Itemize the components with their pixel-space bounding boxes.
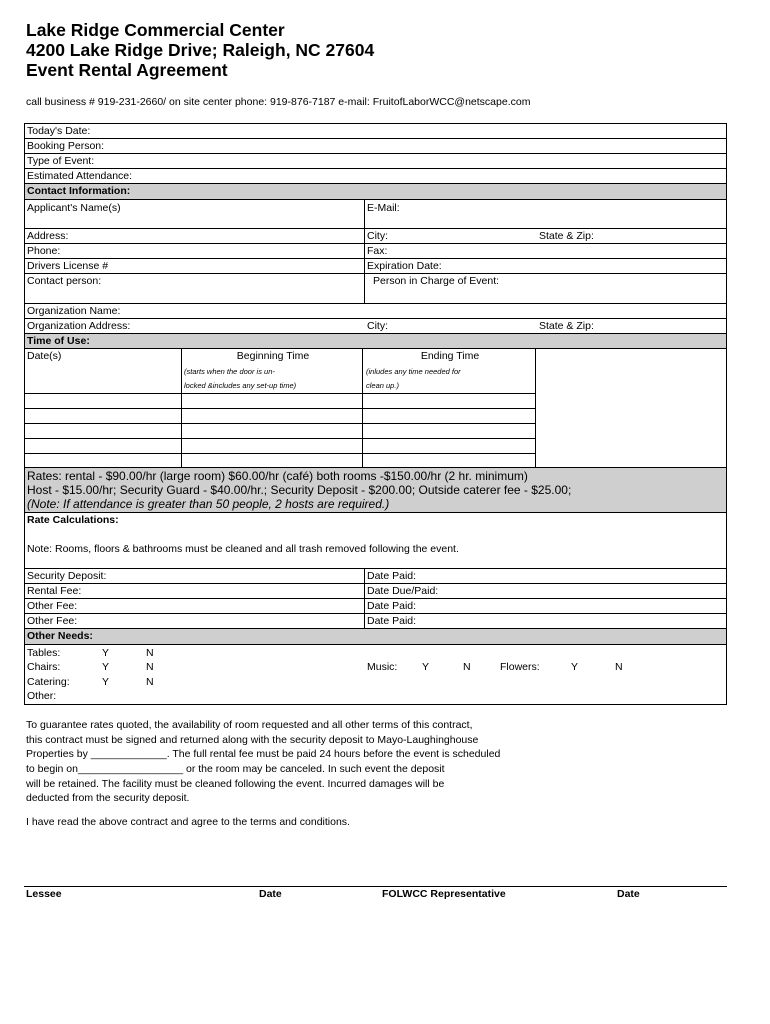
time-row-line-2 [25,408,535,409]
beginning-note-2: locked &includes any set-up time) [184,381,297,390]
beginning-note-1: (starts when the door is un- [184,367,275,376]
contact-person-label: Contact person: [27,275,102,287]
type-of-event-label: Type of Event: [27,155,95,167]
tables-no[interactable]: N [146,647,154,659]
rates-block [25,468,726,513]
rate-calculations-heading: Rate Calculations: [27,514,119,526]
chairs-label: Chairs: [27,661,61,673]
email-label: E-Mail: [367,202,400,214]
rates-note: (Note: If attendance is greater than 50 people, 2 hosts are required.) [27,497,390,511]
terms-line-5: will be retained. The facility must be cleaned following the event. Incurred damages will be [26,778,445,790]
type-of-event-field[interactable] [25,154,726,169]
rate-calculations [25,513,726,569]
representative-date-label: Date [617,888,640,900]
phone-label: Phone: [27,245,61,257]
applicants-name-label: Applicant's Name(s) [27,202,121,214]
terms-line-6: deducted from the security deposit. [26,792,190,804]
org-city-label: City: [367,320,388,332]
other-fee-1-row [25,599,726,614]
applicant-row [25,200,726,229]
rates-line-2: Host - $15.00/hr; Security Guard - $40.00/hr.; Security Deposit - $200.00; Outside caterer fee - $25.00; [27,483,572,497]
other-needs-header [25,629,726,645]
lessee-date-label: Date [259,888,282,900]
time-row-line-3 [25,423,535,424]
drivers-license-label: Drivers License # [27,260,109,272]
other-needs-block [25,645,726,705]
agreement-statement: I have read the above contract and agree to the terms and conditions. [26,816,350,828]
rental-fee-row [25,584,726,599]
representative-label: FOLWCC Representative [382,888,506,900]
date-paid-2-label: Date Paid: [367,600,417,612]
other-fee-1-label: Other Fee: [27,600,78,612]
rental-form [24,123,727,705]
title-line-3: Event Rental Agreement [26,60,228,80]
rental-fee-label: Rental Fee: [27,585,82,597]
contact-divider [364,200,365,304]
expiration-date-label: Expiration Date: [367,260,442,272]
terms-line-1: To guarantee rates quoted, the availability of room requested and all other terms of this contract, [26,719,473,731]
terms-line-4: to begin on__________________ or the room may be canceled. In such event the deposit [26,763,445,775]
time-row-line-1 [25,393,535,394]
music-yes[interactable]: Y [422,661,430,673]
security-deposit-label: Security Deposit: [27,570,107,582]
estimated-attendance-label: Estimated Attendance: [27,170,133,182]
organization-name-label: Organization Name: [27,305,121,317]
contact-info-header [25,184,726,200]
signature-line[interactable] [24,886,727,887]
time-of-use-table [25,349,726,468]
phone-row [25,244,726,259]
time-row-line-4 [25,438,535,439]
beginning-time-header: Beginning Time [236,350,310,362]
other-label: Other: [27,690,57,702]
catering-yes[interactable]: Y [102,676,110,688]
col-divider-3 [535,349,536,467]
contact-line: call business # 919-231-2660/ on site center phone: 919-876-7187 e-mail: FruitofLaborWCC@netscape.com [26,96,531,108]
date-paid-1-label: Date Paid: [367,570,417,582]
city-label: City: [367,230,388,242]
tables-yes[interactable]: Y [102,647,110,659]
person-in-charge-label: Person in Charge of Event: [373,275,500,287]
terms-line-3: Properties by _____________. The full rental fee must be paid 24 hours before the event is scheduled [26,748,501,760]
time-of-use-heading: Time of Use: [27,335,90,347]
flowers-label: Flowers: [500,661,540,673]
music-label: Music: [367,661,398,673]
state-zip-label: State & Zip: [539,230,594,242]
license-row [25,259,726,274]
ending-note-2: clean up.) [366,381,399,390]
security-deposit-row [25,569,726,584]
date-due-paid-label: Date Due/Paid: [367,585,439,597]
cleaning-note: Note: Rooms, floors & bathrooms must be cleaned and all trash removed following the event. [27,543,459,555]
organization-address-row [25,319,726,334]
booking-person-label: Booking Person: [27,140,105,152]
todays-date-label: Today's Date: [27,125,91,137]
title-line-1: Lake Ridge Commercial Center [26,20,285,40]
ending-note-1: (inludes any time needed for [366,367,461,376]
tables-label: Tables: [27,647,61,659]
booking-person-field[interactable] [25,139,726,154]
estimated-attendance-field[interactable] [25,169,726,184]
fax-label: Fax: [367,245,388,257]
catering-no[interactable]: N [146,676,154,688]
time-row-line-5 [25,453,535,454]
todays-date-field[interactable] [25,124,726,139]
ending-time-header: Ending Time [420,350,480,362]
terms-line-2: this contract must be signed and returned along with the security deposit to Mayo-Laughinghouse [26,734,479,746]
lessee-label: Lessee [26,888,62,900]
chairs-no[interactable]: N [146,661,154,673]
catering-label: Catering: [27,676,70,688]
rates-line-1: Rates: rental - $90.00/hr (large room) $60.00/hr (café) both rooms -$150.00/hr (2 hr. minimum) [27,469,528,483]
flowers-no[interactable]: N [615,661,623,673]
organization-address-label: Organization Address: [27,320,131,332]
other-fee-2-row [25,614,726,629]
organization-name-field[interactable] [25,304,726,319]
other-needs-heading: Other Needs: [27,630,93,642]
address-label: Address: [27,230,69,242]
other-fee-2-label: Other Fee: [27,615,78,627]
contact-person-row [25,274,726,304]
title-line-2: 4200 Lake Ridge Drive; Raleigh, NC 27604 [26,40,375,60]
flowers-yes[interactable]: Y [571,661,579,673]
address-row [25,229,726,244]
org-state-zip-label: State & Zip: [539,320,594,332]
contact-info-heading: Contact Information: [27,185,131,197]
chairs-yes[interactable]: Y [102,661,110,673]
date-paid-3-label: Date Paid: [367,615,417,627]
fees-divider [364,569,365,629]
time-of-use-header [25,334,726,349]
dates-header: Date(s) [27,350,62,362]
music-no[interactable]: N [463,661,471,673]
